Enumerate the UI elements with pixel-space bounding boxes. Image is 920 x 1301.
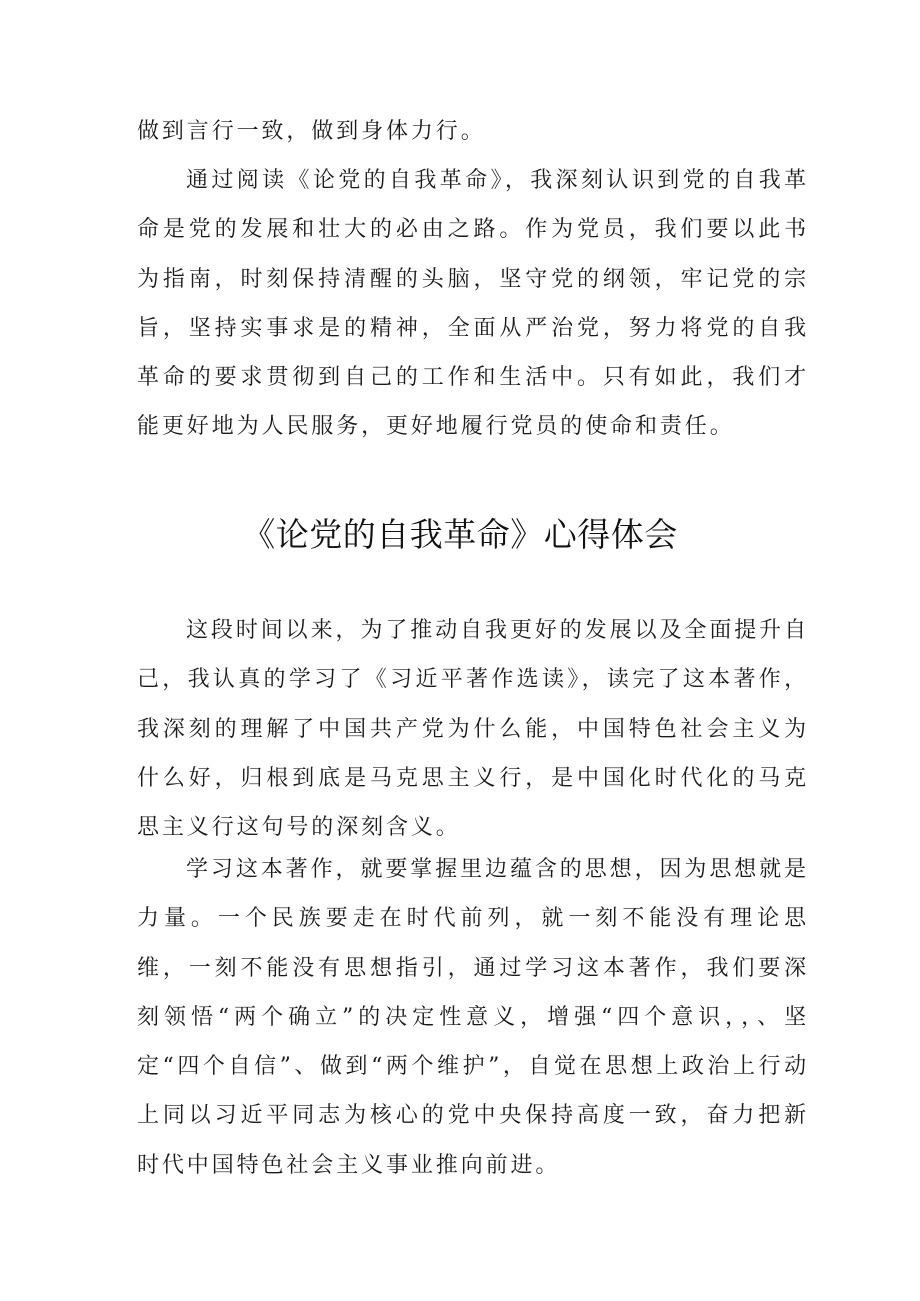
article-heading: 《论党的自我革命》心得体会 <box>242 515 678 554</box>
body-paragraph-1: 这段时间以来，为了推动自我更好的发展以及全面提升自己，我认真的学习了《习近平著作选读》，读完了这本著作，我深刻的理解了中国共产党为什么能，中国特色社会主义为什么好，归根到底是马克思主义行，是中国化时代化的马克思主义行这句号的深刻含义。 <box>137 618 809 841</box>
body-paragraph-2: 学习这本著作，就要掌握里边蕴含的思想，因为思想就是力量。一个民族要走在时代前列，就一刻不能没有理论思维，一刻不能没有思想指引，通过学习这本著作，我们要深刻领悟“两个确立”的决定性意义，增强“四个意识，，、坚定“四个自信”、做到“两个维护”，自觉在思想上政治上行动上同以习近平同志为核心的党中央保持高度一致，奋力把新时代中国特色社会主义事业推向前进。 <box>137 857 809 1178</box>
top-paragraph: 通过阅读《论党的自我革命》，我深刻认识到党的自我革命是党的发展和壮大的必由之路。作为党员，我们要以此书为指南，时刻保持清醒的头脑，坚守党的纲领，牢记党的宗旨，坚持实事求是的精神，全面从严治党，努力将党的自我革命的要求贯彻到自己的工作和生活中。只有如此，我们才能更好地为人民服务，更好地履行党员的使命和责任。 <box>137 168 809 440</box>
continuation-text: 做到言行一致，做到身体力行。 <box>137 119 486 144</box>
